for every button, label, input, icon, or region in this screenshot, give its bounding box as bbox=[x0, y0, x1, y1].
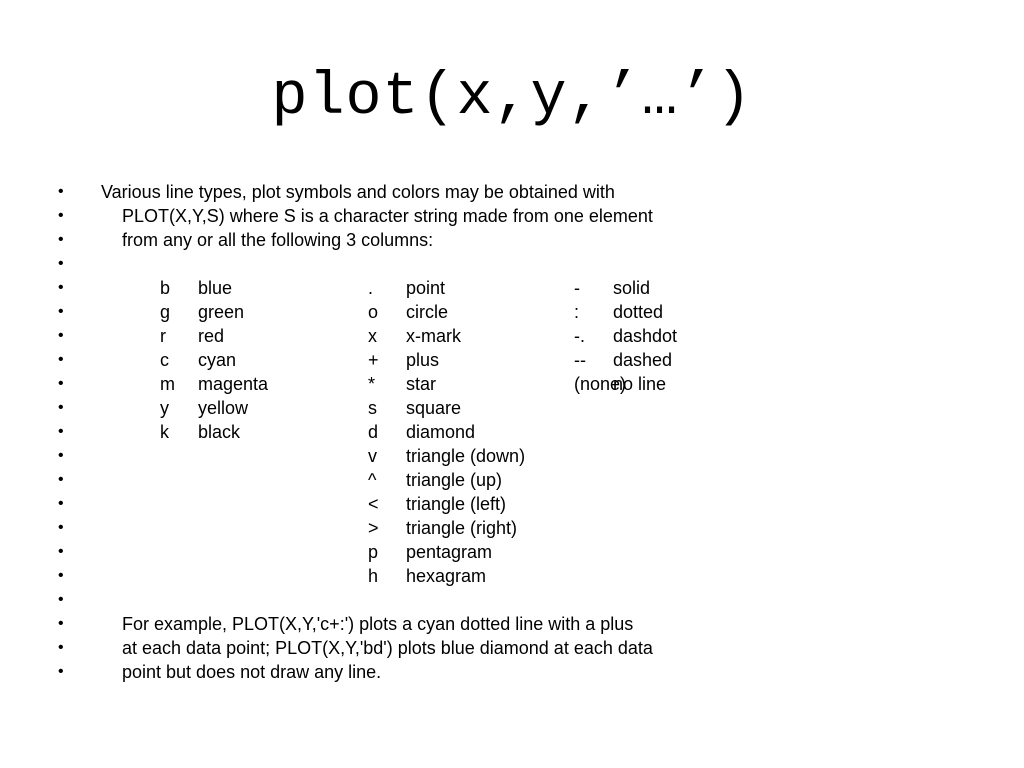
linestyle-name: dashdot bbox=[613, 326, 678, 346]
marker-code: o bbox=[368, 302, 379, 322]
slide-title: plot(x,y,’…’) bbox=[271, 64, 753, 132]
table-row bbox=[0, 444, 1024, 468]
marker-name: triangle (up) bbox=[406, 470, 503, 490]
bullet-marker: • bbox=[58, 231, 64, 248]
bullet-line-empty bbox=[0, 588, 1024, 612]
linestyle-name: no line bbox=[613, 374, 667, 394]
example-line-2: at each data point; PLOT(X,Y,'bd') plots blue diamond at each data bbox=[122, 638, 653, 658]
linestyle-code: : bbox=[574, 302, 580, 322]
linestyle-name: dotted bbox=[613, 302, 664, 322]
bullet-marker: • bbox=[58, 351, 64, 368]
color-name: cyan bbox=[198, 350, 237, 370]
marker-name: triangle (left) bbox=[406, 494, 507, 514]
bullet-marker: • bbox=[58, 663, 64, 680]
table-row bbox=[0, 420, 1024, 444]
linestyle-code: -- bbox=[574, 350, 586, 370]
marker-name: hexagram bbox=[406, 566, 487, 586]
bullet-marker: • bbox=[58, 423, 64, 440]
color-code: b bbox=[160, 278, 171, 298]
bullet-line bbox=[0, 180, 1024, 204]
marker-code: s bbox=[368, 398, 377, 418]
color-name: green bbox=[198, 302, 245, 322]
bullet-marker: • bbox=[58, 303, 64, 320]
marker-name: x-mark bbox=[406, 326, 461, 346]
table-row bbox=[0, 396, 1024, 420]
color-code: c bbox=[160, 350, 169, 370]
bullet-marker: • bbox=[58, 519, 64, 536]
linestyle-name: dashed bbox=[613, 350, 673, 370]
color-name: red bbox=[198, 326, 225, 346]
color-name: blue bbox=[198, 278, 233, 298]
color-code: y bbox=[160, 398, 169, 418]
color-code: g bbox=[160, 302, 171, 322]
marker-name: square bbox=[406, 398, 462, 418]
bullet-marker: • bbox=[58, 447, 64, 464]
marker-code: < bbox=[368, 494, 379, 514]
bullet-line bbox=[0, 228, 1024, 252]
bullet-marker: • bbox=[58, 615, 64, 632]
linestyle-code: -. bbox=[574, 326, 585, 346]
bullet-marker: • bbox=[58, 255, 64, 272]
marker-code: x bbox=[368, 326, 377, 346]
bullet-marker: • bbox=[58, 327, 64, 344]
bullet-marker: • bbox=[58, 399, 64, 416]
intro-line-3: from any or all the following 3 columns: bbox=[122, 230, 434, 250]
bullet-line bbox=[0, 612, 1024, 636]
bullet-marker: • bbox=[58, 471, 64, 488]
bullet-marker: • bbox=[58, 207, 64, 224]
marker-name: triangle (right) bbox=[406, 518, 518, 538]
marker-code: p bbox=[368, 542, 379, 562]
marker-name: pentagram bbox=[406, 542, 493, 562]
marker-code: ^ bbox=[368, 470, 377, 490]
bullet-marker: • bbox=[58, 639, 64, 656]
marker-name: triangle (down) bbox=[406, 446, 526, 466]
table-row bbox=[0, 324, 1024, 348]
color-code: r bbox=[160, 326, 166, 346]
color-code: m bbox=[160, 374, 175, 394]
bullet-marker: • bbox=[58, 279, 64, 296]
bullet-line-empty bbox=[0, 252, 1024, 276]
table-row bbox=[0, 276, 1024, 300]
bullet-marker: • bbox=[58, 375, 64, 392]
marker-code: * bbox=[368, 374, 376, 394]
linestyle-code: - bbox=[574, 278, 580, 298]
example-line-1: For example, PLOT(X,Y,'c+:') plots a cyan dotted line with a plus bbox=[122, 614, 634, 634]
marker-code: d bbox=[368, 422, 379, 442]
intro-line-1: Various line types, plot symbols and colors may be obtained with bbox=[101, 182, 615, 202]
marker-code: > bbox=[368, 518, 379, 538]
marker-code: + bbox=[368, 350, 379, 370]
marker-name: diamond bbox=[406, 422, 476, 442]
marker-name: plus bbox=[406, 350, 440, 370]
bullet-marker: • bbox=[58, 543, 64, 560]
bullet-marker: • bbox=[58, 591, 64, 608]
intro-line-2: PLOT(X,Y,S) where S is a character string made from one element bbox=[122, 206, 653, 226]
slide-body bbox=[0, 180, 1024, 684]
color-name: magenta bbox=[198, 374, 269, 394]
bullet-line bbox=[0, 636, 1024, 660]
bullet-marker: • bbox=[58, 567, 64, 584]
marker-code: . bbox=[368, 278, 374, 298]
linestyle-code: (none) bbox=[574, 374, 627, 394]
table-row bbox=[0, 540, 1024, 564]
color-name: yellow bbox=[198, 398, 249, 418]
table-row bbox=[0, 516, 1024, 540]
table-row bbox=[0, 300, 1024, 324]
table-row bbox=[0, 492, 1024, 516]
linestyle-name: solid bbox=[613, 278, 651, 298]
table-row bbox=[0, 564, 1024, 588]
table-row bbox=[0, 348, 1024, 372]
example-line-3: point but does not draw any line. bbox=[122, 662, 382, 682]
bullet-marker: • bbox=[58, 495, 64, 512]
marker-name: circle bbox=[406, 302, 449, 322]
marker-name: star bbox=[406, 374, 437, 394]
color-code: k bbox=[160, 422, 169, 442]
option-table bbox=[0, 276, 1024, 588]
marker-code: h bbox=[368, 566, 379, 586]
table-row bbox=[0, 372, 1024, 396]
marker-name: point bbox=[406, 278, 446, 298]
marker-code: v bbox=[368, 446, 377, 466]
table-row bbox=[0, 468, 1024, 492]
bullet-marker: • bbox=[58, 183, 64, 200]
bullet-line bbox=[0, 204, 1024, 228]
bullet-line bbox=[0, 660, 1024, 684]
color-name: black bbox=[198, 422, 241, 442]
